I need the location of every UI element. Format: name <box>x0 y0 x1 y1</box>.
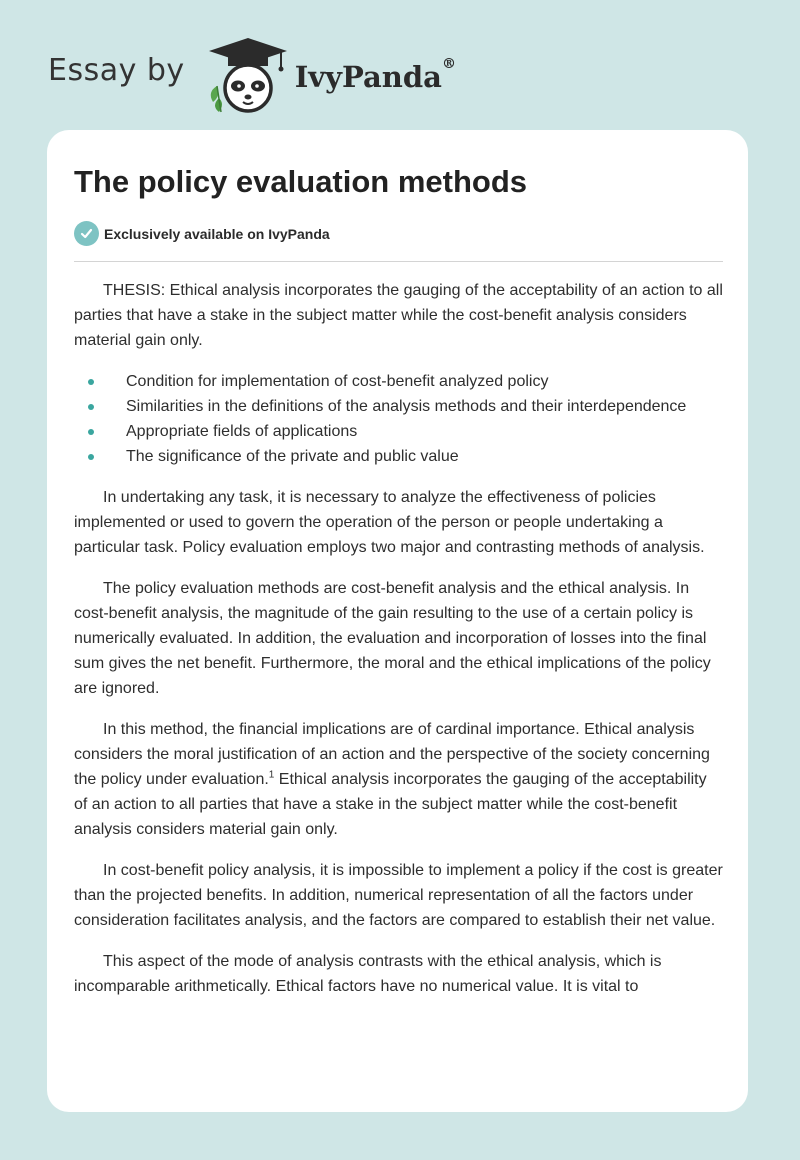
list-item: Condition for implementation of cost-benefit analyzed policy <box>74 369 724 394</box>
list-item: Appropriate fields of applications <box>74 419 724 444</box>
exclusive-badge-label: Exclusively available on IvyPanda <box>104 225 330 242</box>
essay-body <box>74 278 724 1015</box>
divider <box>74 261 723 262</box>
list-item: Similarities in the definitions of the analysis methods and their interdependence <box>74 394 724 419</box>
essay-card <box>47 130 748 1112</box>
footnote-reference[interactable]: 1 <box>268 769 275 781</box>
list-item: The significance of the private and public value <box>74 444 724 469</box>
registered-mark: ® <box>441 56 456 72</box>
brand-header <box>48 34 456 114</box>
bullet-icon <box>88 454 94 460</box>
body-paragraph: The policy evaluation methods are cost-benefit analysis and the ethical analysis. In cost-benefit analysis, the magnitude of the gain resulting to the use of a certain policy is numerically evaluated. In addition, the evaluation and incorporation of losses into the final sum gives the net benefit. Furthermore, the moral and the ethical implications of the policy are ignored. <box>74 580 711 697</box>
bullet-icon <box>88 404 94 410</box>
check-circle-icon <box>74 221 99 246</box>
body-paragraph: In cost-benefit policy analysis, it is impossible to implement a policy if the cost is greater than the projected benefits. In addition, numerical representation of all the factors under consideration facilitates analysis, and the factors are compared to establish their net value. <box>74 862 723 929</box>
brand-name: IvyPanda® <box>294 56 456 94</box>
thesis-paragraph: THESIS: Ethical analysis incorporates the gauging of the acceptability of an action to all parties that have a stake in the subject matter while the cost-benefit analysis considers material gain only. <box>74 282 723 349</box>
panda-graduate-icon <box>203 34 293 114</box>
bullet-icon <box>88 379 94 385</box>
body-paragraph: This aspect of the mode of analysis contrasts with the ethical analysis, which is incomparable arithmetically. Ethical factors have no numerical value. It is vital to <box>74 953 662 995</box>
exclusive-badge <box>74 221 330 246</box>
bullet-icon <box>88 429 94 435</box>
body-paragraph: In this method, the financial implications are of cardinal importance. Ethical analysis considers the moral justification of an action and the perspective of the society concerning the policy under evaluation.$^1$ Ethical analysis incorporates the gauging of the acceptability of an action to all parties that have a stake in the subject matter while the cost-benefit analysis considers material gain only. <box>74 721 710 838</box>
page-title: The policy evaluation methods <box>74 164 528 199</box>
outline-list <box>74 369 724 469</box>
body-paragraph: In undertaking any task, it is necessary to analyze the effectiveness of policies implemented or used to govern the operation of the person or people undertaking a particular task. Policy evaluation employs two major and contrasting methods of analysis. <box>74 489 705 556</box>
essay-by-label: Essay by <box>48 52 185 88</box>
